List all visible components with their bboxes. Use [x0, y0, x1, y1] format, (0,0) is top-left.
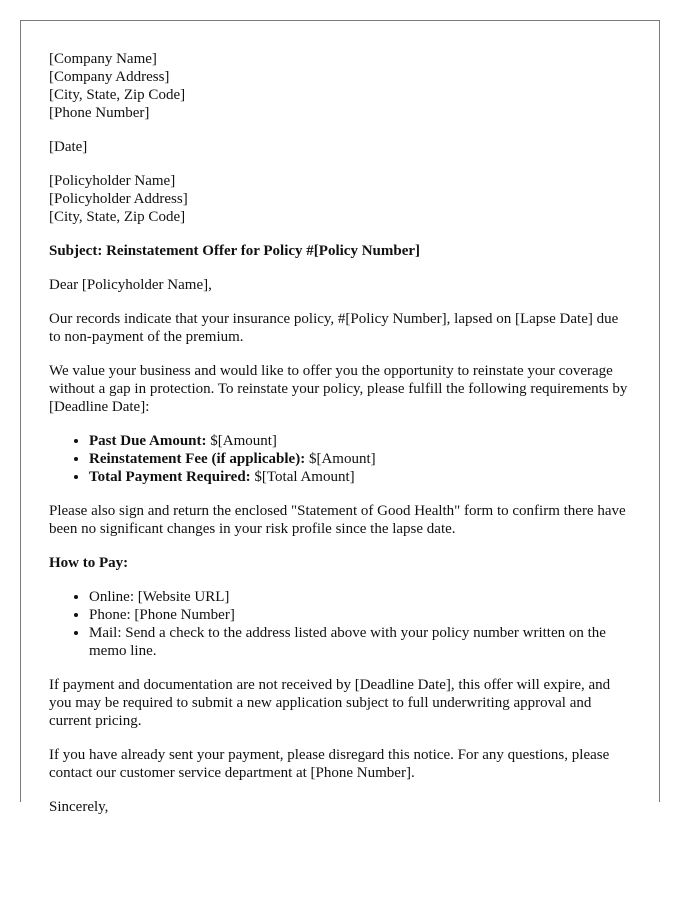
- recipient-block: [49, 172, 633, 226]
- recipient-name: [Policyholder Name]: [49, 173, 176, 189]
- list-item: [89, 468, 633, 486]
- requirement-value: $[Amount]: [305, 451, 376, 467]
- letter-body: [49, 50, 633, 832]
- paragraph-expire: If payment and documentation are not received by [Deadline Date], this offer will expire, and you may be required to submit a new application subject to full underwriting approval and current pricing.: [49, 677, 611, 729]
- list-item: [89, 450, 633, 468]
- letter-page: [20, 20, 660, 815]
- requirement-value: $[Amount]: [206, 433, 277, 449]
- requirements-list: [49, 432, 633, 486]
- paragraph-disregard: If you have already sent your payment, please disregard this notice. For any questions, please contact our customer service department at [Phone Number].: [49, 747, 610, 781]
- letter-date: [49, 138, 633, 156]
- requirement-label: Reinstatement Fee (if applicable):: [89, 451, 306, 467]
- sender-phone: [Phone Number]: [49, 105, 150, 121]
- payment-methods-list: [49, 588, 633, 660]
- requirement-label: Total Payment Required:: [89, 469, 251, 485]
- sender-company-name: [Company Name]: [49, 51, 157, 67]
- recipient-city-state-zip: [City, State, Zip Code]: [49, 209, 186, 225]
- closing: Sincerely,: [49, 799, 109, 815]
- recipient-address: [Policyholder Address]: [49, 191, 188, 207]
- list-item: • Mail: Send a check to the address listed above with your policy number written on the memo line.: [89, 624, 633, 660]
- date-text: [Date]: [49, 139, 88, 155]
- subject-line: Subject: Reinstatement Offer for Policy #[Policy Number]: [49, 243, 421, 259]
- paragraph-offer: We value your business and would like to offer you the opportunity to reinstate your coverage without a gap in protection. To reinstate your policy, please fulfill the following requirements by [Deadline Date]:: [49, 363, 628, 415]
- sender-block: [49, 50, 633, 122]
- list-item: • Online: [Website URL]: [89, 588, 633, 606]
- sender-city-state-zip: [City, State, Zip Code]: [49, 87, 186, 103]
- list-item: • Phone: [Phone Number]: [89, 606, 633, 624]
- list-item: [89, 432, 633, 450]
- paragraph-lapse: Our records indicate that your insurance policy, #[Policy Number], lapsed on [Lapse Date] due to non-payment of the premium.: [49, 311, 619, 345]
- how-to-pay-heading: How to Pay:: [49, 555, 129, 571]
- requirement-label: Past Due Amount:: [89, 433, 207, 449]
- requirement-value: $[Total Amount]: [250, 469, 355, 485]
- sender-company-address: [Company Address]: [49, 69, 170, 85]
- salutation: Dear [Policyholder Name],: [49, 277, 212, 293]
- paragraph-health: Please also sign and return the enclosed "Statement of Good Health" form to confirm there have been no significant changes in your risk profile since the lapse date.: [49, 503, 626, 537]
